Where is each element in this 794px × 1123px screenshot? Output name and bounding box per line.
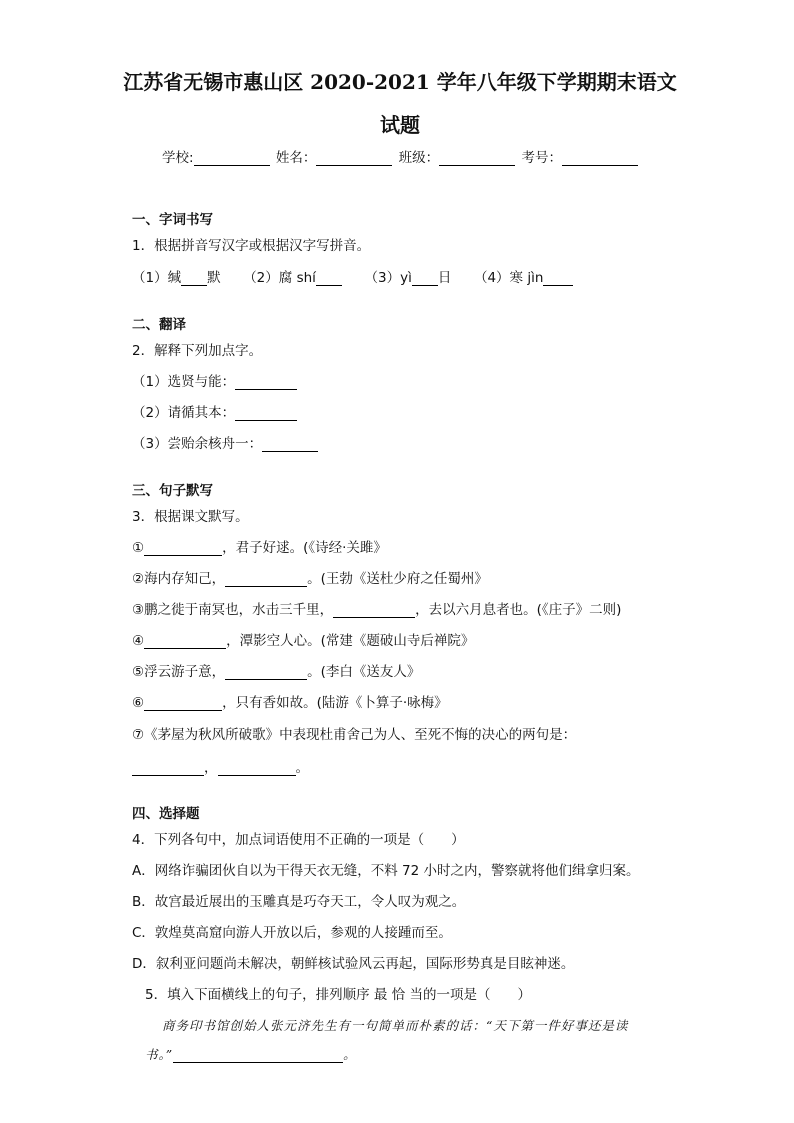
q3-line-6-blank[interactable] bbox=[144, 696, 222, 711]
q3-line-1 bbox=[132, 536, 387, 556]
document-title-line-1: 江苏省无锡市惠山区 2020-2021 学年八年级下学期期末语文 bbox=[123, 70, 677, 94]
section-heading-1: 一、字词书写 bbox=[132, 212, 213, 228]
q1-item-3-suffix: 日 bbox=[437, 270, 452, 286]
q3-stem: 3．根据课文默写。 bbox=[132, 509, 249, 525]
q3-line-5 bbox=[132, 660, 420, 680]
q1-stem: 1．根据拼音写汉字或根据汉字写拼音。 bbox=[132, 238, 371, 254]
q3-line-8-blank-1[interactable] bbox=[132, 761, 204, 776]
q2-item-1-blank[interactable] bbox=[235, 375, 297, 390]
q1-item-1-suffix: 默 bbox=[207, 270, 221, 286]
q3-line-3 bbox=[132, 598, 621, 618]
q3-line-3-suffix: ，去以六月息者也。(《庄子》二则) bbox=[415, 602, 622, 618]
q3-line-8-period: 。 bbox=[295, 760, 309, 776]
q1-item-3-blank[interactable] bbox=[412, 271, 438, 286]
q2-item-2 bbox=[132, 401, 297, 421]
class-blank[interactable] bbox=[439, 151, 515, 166]
section-heading-4: 四、选择题 bbox=[132, 806, 200, 822]
q2-item-3-blank[interactable] bbox=[262, 437, 318, 452]
exam-no-blank[interactable] bbox=[562, 151, 638, 166]
q3-line-8 bbox=[132, 756, 309, 776]
q4-stem: 4．下列各句中，加点词语使用不正确的一项是（ ） bbox=[132, 832, 465, 848]
q3-line-5-suffix: 。(李白《送友人》 bbox=[307, 664, 421, 680]
exam-no-label: 考号： bbox=[521, 150, 562, 166]
q5-quote-line-2-text: 书。” bbox=[145, 1047, 174, 1062]
q3-line-5-blank[interactable] bbox=[225, 665, 307, 680]
q3-line-6-suffix: ，只有香如故。(陆游《卜算子·咏梅》 bbox=[222, 695, 448, 711]
q2-item-2-label: （2）请循其本： bbox=[132, 405, 236, 421]
q5-stem: 5．填入下面横线上的句子，排列顺序 最 恰 当的一项是（ ） bbox=[145, 987, 531, 1003]
section-heading-2: 二、翻译 bbox=[132, 317, 186, 333]
q3-line-4-blank[interactable] bbox=[144, 634, 226, 649]
q3-line-8-blank-2[interactable] bbox=[218, 761, 296, 776]
q2-item-1-label: （1）选贤与能： bbox=[132, 374, 236, 390]
q1-item-1-blank[interactable] bbox=[181, 271, 207, 286]
student-info-row bbox=[162, 146, 640, 166]
q1-item-2-blank[interactable] bbox=[316, 271, 342, 286]
q2-item-1 bbox=[132, 370, 297, 390]
q3-line-2-prefix: ②海内存知己， bbox=[132, 571, 226, 587]
q1-item-1-prefix: （1）缄 bbox=[132, 270, 182, 286]
section-heading-3: 三、句子默写 bbox=[132, 483, 213, 499]
q1-item-3-prefix: （3）yì bbox=[364, 270, 412, 286]
q3-line-3-blank[interactable] bbox=[333, 603, 415, 618]
q2-stem: 2．解释下列加点字。 bbox=[132, 343, 263, 359]
q1-item-4: （4）寒 jìn bbox=[473, 270, 544, 286]
school-blank[interactable] bbox=[194, 151, 270, 166]
q2-item-3 bbox=[132, 432, 318, 452]
q3-line-6-prefix: ⑥ bbox=[132, 695, 145, 711]
name-blank[interactable] bbox=[316, 151, 392, 166]
q4-option-d[interactable]: D．叙利亚问题尚未解决，朝鲜核试验风云再起，国际形势真是目眩神迷。 bbox=[132, 956, 575, 972]
q3-line-3-prefix: ③鹏之徙于南冥也，水击三千里， bbox=[132, 602, 334, 618]
q3-line-6 bbox=[132, 691, 448, 711]
q3-line-1-suffix: ，君子好逑。(《诗经·关雎》 bbox=[222, 540, 387, 556]
q3-line-1-prefix: ① bbox=[132, 540, 145, 556]
q1-items bbox=[132, 266, 573, 286]
q3-line-2-suffix: 。(王勃《送杜少府之任蜀州》 bbox=[307, 571, 488, 587]
class-label: 班级： bbox=[398, 150, 440, 166]
q3-line-4-prefix: ④ bbox=[132, 633, 145, 649]
q2-item-2-blank[interactable] bbox=[235, 406, 297, 421]
q4-option-a[interactable]: A．网络诈骗团伙自以为干得天衣无缝，不料 72 小时之内，警察就将他们缉拿归案。 bbox=[132, 863, 640, 879]
q2-item-3-label: （3）尝贻余核舟一： bbox=[132, 436, 263, 452]
school-label: 学校: bbox=[162, 150, 194, 166]
q3-line-7: ⑦《茅屋为秋风所破歌》中表现杜甫舍己为人、至死不悔的决心的两句是： bbox=[132, 727, 577, 743]
q5-quote-line-2 bbox=[145, 1045, 357, 1063]
q1-item-4-blank[interactable] bbox=[543, 271, 573, 286]
q3-line-1-blank[interactable] bbox=[144, 541, 222, 556]
q3-line-2 bbox=[132, 567, 488, 587]
q4-option-c[interactable]: C．敦煌莫高窟向游人开放以后，参观的人接踵而至。 bbox=[132, 925, 452, 941]
q3-line-5-prefix: ⑤浮云游子意， bbox=[132, 664, 226, 680]
q5-quote-period: 。 bbox=[343, 1047, 357, 1062]
q3-line-8-comma: ， bbox=[204, 760, 218, 776]
document-title-line-2: 试题 bbox=[380, 113, 420, 137]
q3-line-2-blank[interactable] bbox=[225, 572, 307, 587]
q1-item-2: （2）腐 shí bbox=[243, 270, 316, 286]
q5-quote-line-1: 商务印书馆创始人张元济先生有一句简单而朴素的话：“天下第一件好事还是读 bbox=[162, 1018, 629, 1033]
name-label: 姓名： bbox=[275, 150, 317, 166]
q3-line-4-suffix: ，潭影空人心。(常建《题破山寺后禅院》 bbox=[226, 633, 475, 649]
q5-quote-blank[interactable] bbox=[173, 1048, 343, 1063]
q4-option-b[interactable]: B．故宫最近展出的玉雕真是巧夺天工，令人叹为观之。 bbox=[132, 894, 466, 910]
q3-line-4 bbox=[132, 629, 474, 649]
